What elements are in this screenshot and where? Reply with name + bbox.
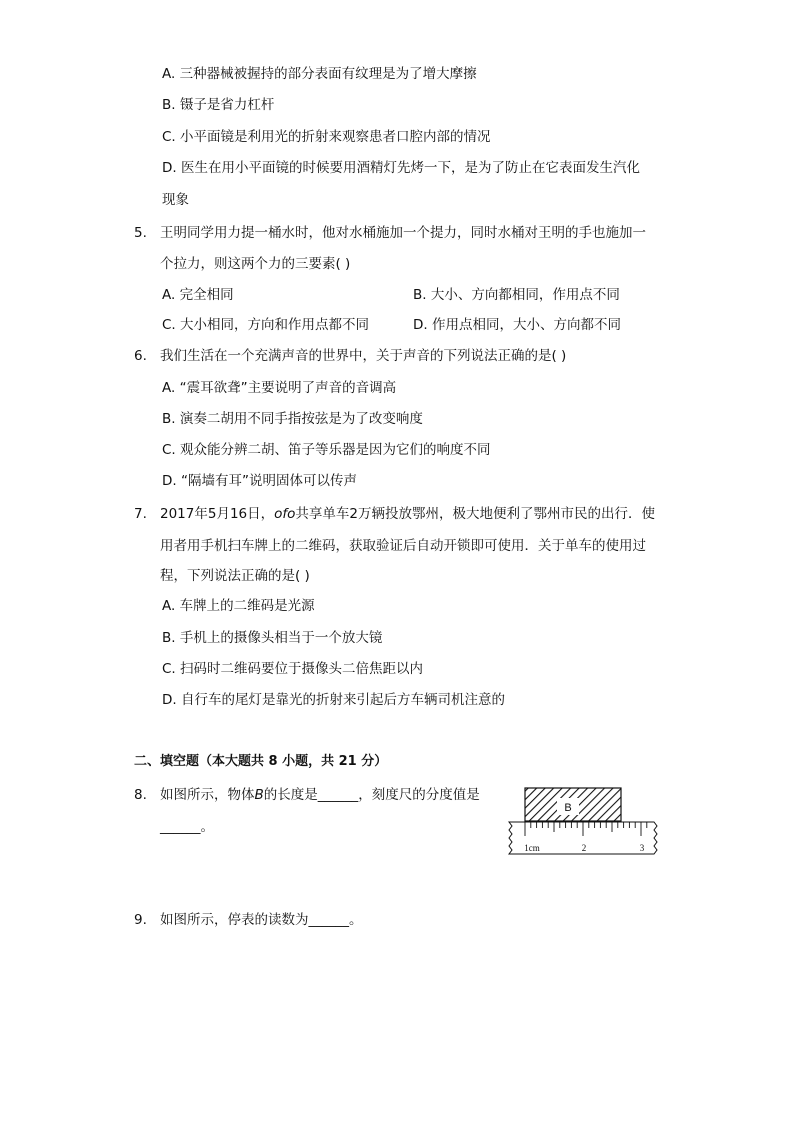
q8-variable-b: B <box>254 787 264 803</box>
q7-stem-line1 <box>160 505 655 523</box>
q7-option-a: A. 车牌上的二维码是光源 <box>162 598 315 614</box>
q6-stem: 我们生活在一个充满声音的世界中，关于声音的下列说法正确的是( ) <box>160 348 567 364</box>
q7-stem-line2: 用者用手机扫车牌上的二维码，获取验证后自动开锁即可使用．关于单车的使用过 <box>160 538 646 554</box>
q5-option-d: D. 作用点相同，大小、方向都不同 <box>413 317 621 333</box>
q5-number: 5. <box>134 225 147 241</box>
q5-stem-line1: 王明同学用力提一桶水时，他对水桶施加一个提力，同时水桶对王明的手也施加一 <box>160 225 646 241</box>
q4-option-d: D. 医生在用小平面镜的时候要用酒精灯先烤一下，是为了防止在它表面发生汽化 <box>162 160 640 176</box>
q5-option-a: A. 完全相同 <box>162 287 234 303</box>
q6-number: 6. <box>134 348 147 364</box>
object-b-label: B <box>564 802 572 814</box>
q7-option-d: D. 自行车的尾灯是靠光的折射来引起后方车辆司机注意的 <box>162 692 505 708</box>
ruler-figure <box>504 786 662 860</box>
q6-option-d: D. “隔墙有耳”说明固体可以传声 <box>162 473 357 489</box>
q6-option-b: B. 演奏二胡用不同手指按弦是为了改变响度 <box>162 411 423 427</box>
ruler <box>509 822 657 854</box>
q6-option-a: A. “震耳欲聋”主要说明了声音的音调高 <box>162 380 397 396</box>
q8-stem-line1 <box>160 786 480 804</box>
q5-option-b: B. 大小、方向都相同，作用点不同 <box>413 287 620 303</box>
q7-date-text: 2017年5月16日， <box>160 506 275 522</box>
q4-option-c: C. 小平面镜是利用光的折射来观察患者口腔内部的情况 <box>162 129 491 145</box>
q8-stem-line2: ______。 <box>160 819 214 835</box>
q7-option-b: B. 手机上的摄像头相当于一个放大镜 <box>162 630 383 646</box>
q8-stem-text-a: 如图所示，物体 <box>160 787 255 803</box>
q5-stem-line2: 个拉力，则这两个力的三要素( ) <box>160 256 351 272</box>
q4-option-a: A. 三种器械被握持的部分表面有纹理是为了增大摩擦 <box>162 66 477 82</box>
ruler-label-3: 3 <box>639 843 645 853</box>
q5-option-c: C. 大小相同，方向和作用点都不同 <box>162 317 370 333</box>
section-heading-fill-in: 二、填空题（本大题共 8 小题，共 21 分） <box>134 754 388 769</box>
ruler-label-2: 2 <box>581 843 587 853</box>
q6-option-c: C. 观众能分辨二胡、笛子等乐器是因为它们的响度不同 <box>162 442 491 458</box>
q4-option-b: B. 镊子是省力杠杆 <box>162 97 275 113</box>
object-b-block <box>525 788 621 821</box>
q7-option-c: C. 扫码时二维码要位于摄像头二倍焦距以内 <box>162 661 424 677</box>
q7-stem-text: 共享单车2万辆投放鄂州，极大地便利了鄂州市民的出行．使 <box>295 506 655 522</box>
q7-brand-name: ofo <box>274 506 296 522</box>
q8-number: 8. <box>134 787 147 803</box>
q9-stem: 如图所示，停表的读数为______。 <box>160 912 363 928</box>
ruler-label-1cm: 1cm <box>524 843 540 853</box>
q7-number: 7. <box>134 506 147 522</box>
q9-number: 9. <box>134 912 147 928</box>
q7-stem-line3: 程，下列说法正确的是( ) <box>160 568 310 584</box>
q4-option-d-continued: 现象 <box>162 192 189 208</box>
q8-stem-text-b: 的长度是______，刻度尺的分度值是 <box>263 787 480 803</box>
